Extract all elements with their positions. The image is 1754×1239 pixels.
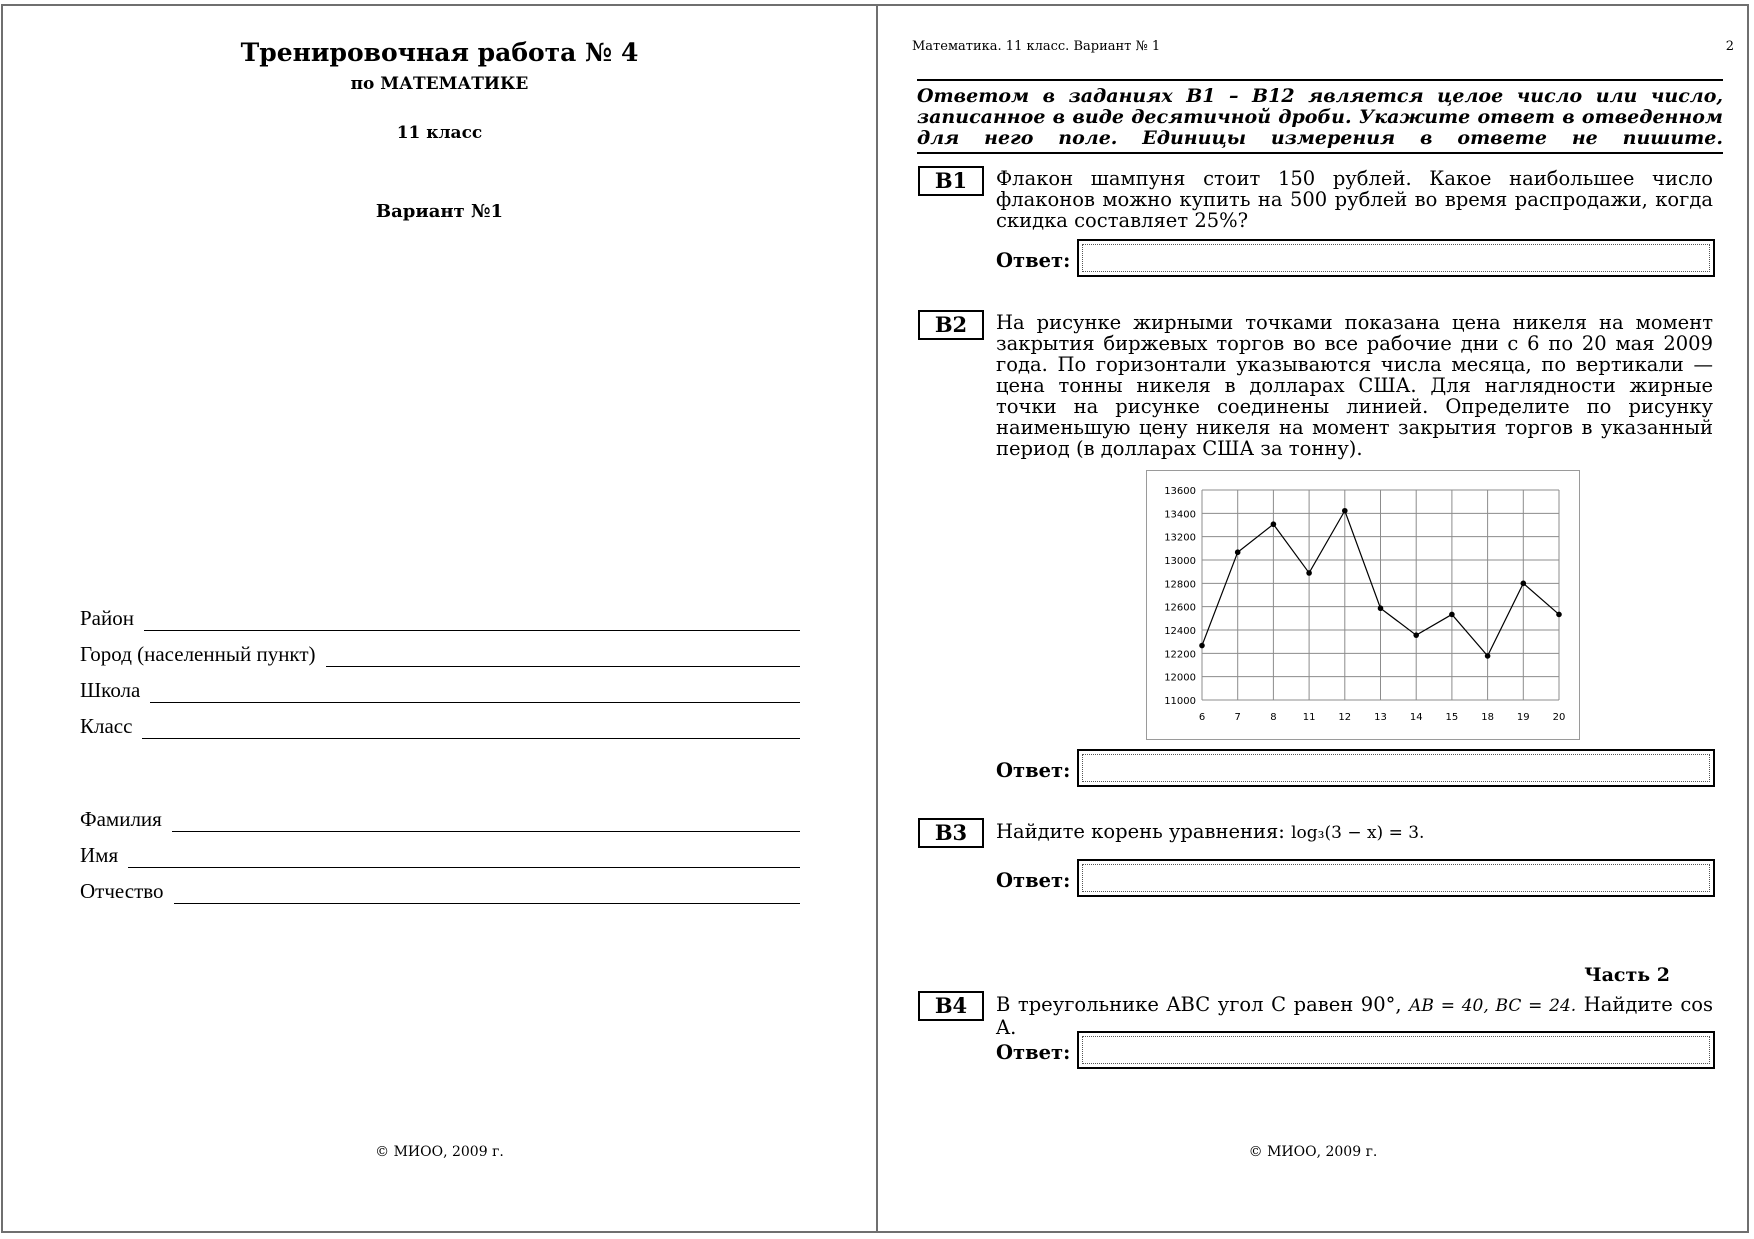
price-point bbox=[1449, 612, 1455, 618]
y-tick-label: 12600 bbox=[1164, 602, 1196, 614]
work-title: Тренировочная работа № 4 bbox=[240, 38, 639, 67]
x-tick-label: 20 bbox=[1552, 712, 1566, 723]
y-tick-label: 12200 bbox=[1164, 649, 1196, 661]
instructions: Ответом в заданиях В1 – В12 является целое число или число, записанное в виде десятичной дроби. Укажите ответ в отведенном для него поле. Единицы измерения в ответе не пишите. bbox=[917, 85, 1723, 149]
title-page bbox=[3, 6, 876, 1231]
task-b1-text: Флакон шампуня стоит 150 рублей. Какое наибольшее число флаконов можно купить на 500 рублей во время распродажи, когда скидка составляет 25%? bbox=[996, 167, 1713, 232]
x-tick-label: 18 bbox=[1481, 712, 1494, 723]
surname-field[interactable] bbox=[80, 807, 800, 832]
district-field[interactable] bbox=[80, 606, 800, 631]
b3-question: Найдите корень уравнения: bbox=[996, 820, 1285, 843]
b3-answer-box[interactable] bbox=[1077, 859, 1715, 897]
task-b3-label: В3 bbox=[918, 818, 984, 848]
task-b1-label: В1 bbox=[918, 166, 984, 196]
x-tick-label: 11 bbox=[1302, 712, 1316, 723]
price-point bbox=[1271, 521, 1277, 527]
b3-answer-label: Ответ: bbox=[996, 869, 1071, 892]
school-label: Школа bbox=[80, 678, 141, 702]
school-field[interactable] bbox=[80, 678, 800, 703]
y-tick-label: 13200 bbox=[1164, 532, 1196, 544]
class-line[interactable] bbox=[142, 718, 800, 739]
b3-equation: log₃(3 − x) = 3. bbox=[1291, 823, 1425, 843]
y-tick-label: 12000 bbox=[1164, 672, 1196, 684]
copyright-right: © МИОО, 2009 г. bbox=[1248, 1144, 1378, 1160]
price-point bbox=[1556, 612, 1562, 618]
x-tick-label: 15 bbox=[1445, 712, 1459, 723]
task-page bbox=[878, 6, 1748, 1231]
patronymic-label: Отчество bbox=[80, 879, 164, 903]
name-line[interactable] bbox=[128, 847, 800, 868]
price-point bbox=[1413, 632, 1419, 638]
price-point bbox=[1485, 653, 1491, 659]
x-tick-label: 7 bbox=[1234, 712, 1241, 723]
instructions-top-rule bbox=[917, 79, 1723, 81]
b4-answer-label: Ответ: bbox=[996, 1041, 1071, 1064]
class-field[interactable] bbox=[80, 714, 800, 739]
city-field[interactable] bbox=[80, 642, 800, 667]
x-tick-label: 13 bbox=[1374, 712, 1387, 723]
patronymic-field[interactable] bbox=[80, 879, 800, 904]
b1-answer-label: Ответ: bbox=[996, 249, 1071, 272]
district-label: Район bbox=[80, 606, 134, 630]
b2-answer-label: Ответ: bbox=[996, 759, 1071, 782]
x-tick-label: 6 bbox=[1198, 712, 1206, 723]
x-tick-label: 19 bbox=[1516, 712, 1530, 723]
grade-line: 11 класс bbox=[396, 123, 483, 143]
nickel-price-chart bbox=[1146, 470, 1580, 740]
b4-question: Найдите cos A. bbox=[996, 993, 1714, 1039]
b4-statement: В треугольнике ABC угол С равен 90°, bbox=[996, 993, 1402, 1016]
city-line[interactable] bbox=[326, 646, 800, 667]
patronymic-line[interactable] bbox=[174, 883, 800, 904]
class-label: Класс bbox=[80, 714, 133, 738]
y-tick-label: 12400 bbox=[1164, 626, 1196, 637]
b4-answer-box[interactable] bbox=[1077, 1031, 1715, 1069]
school-line[interactable] bbox=[150, 682, 800, 703]
running-header: Математика. 11 класс. Вариант № 1 bbox=[912, 39, 1161, 54]
task-b2-text: На рисунке жирными точками показана цена никеля на момент закрытия биржевых торгов во все рабочие дни с 6 по 20 мая 2009 года. По горизонтали указываются числа месяца, по вертикали — цена тонны никеля в долларах США. Для наглядности жирные точки на рисунке соединены линией. Определите по рисунку наименьшую цену никеля на момент закрытия торгов в указанный период (в долларах США за тонну). bbox=[996, 311, 1713, 460]
price-point bbox=[1199, 643, 1205, 649]
b4-conditions: AB = 40, BC = 24. bbox=[1409, 996, 1577, 1016]
part-2-heading: Часть 2 bbox=[1584, 964, 1670, 986]
price-point bbox=[1521, 581, 1527, 587]
x-tick-label: 14 bbox=[1409, 712, 1423, 723]
y-tick-label: 13600 bbox=[1164, 486, 1196, 497]
y-tick-label: 12800 bbox=[1164, 579, 1196, 591]
x-tick-label: 8 bbox=[1270, 712, 1277, 723]
instructions-bottom-rule bbox=[917, 152, 1723, 154]
name-field[interactable] bbox=[80, 843, 800, 868]
task-b4-label: В4 bbox=[918, 991, 984, 1021]
name-label: Имя bbox=[80, 843, 119, 867]
task-b2-label: В2 bbox=[918, 310, 984, 340]
district-line[interactable] bbox=[144, 610, 800, 631]
b1-answer-box[interactable] bbox=[1077, 239, 1715, 277]
y-tick-label: 13000 bbox=[1164, 556, 1196, 567]
price-point bbox=[1342, 508, 1348, 514]
task-b3-text bbox=[996, 821, 1713, 844]
price-point bbox=[1378, 605, 1384, 611]
chart-svg bbox=[1147, 471, 1579, 739]
subject-line: по МАТЕМАТИКЕ bbox=[350, 74, 529, 94]
surname-line[interactable] bbox=[172, 811, 800, 832]
x-tick-label: 12 bbox=[1338, 712, 1352, 723]
y-tick-label: 13400 bbox=[1164, 509, 1196, 521]
price-point bbox=[1235, 549, 1241, 555]
copyright-left: © МИОО, 2009 г. bbox=[375, 1144, 504, 1160]
city-label: Город (населенный пункт) bbox=[80, 642, 316, 666]
page-number: 2 bbox=[1725, 39, 1734, 54]
price-point bbox=[1306, 570, 1312, 576]
surname-label: Фамилия bbox=[80, 807, 162, 831]
b2-answer-box[interactable] bbox=[1077, 749, 1715, 787]
variant-line: Вариант №1 bbox=[375, 201, 504, 222]
y-tick-label: 11000 bbox=[1164, 696, 1196, 707]
